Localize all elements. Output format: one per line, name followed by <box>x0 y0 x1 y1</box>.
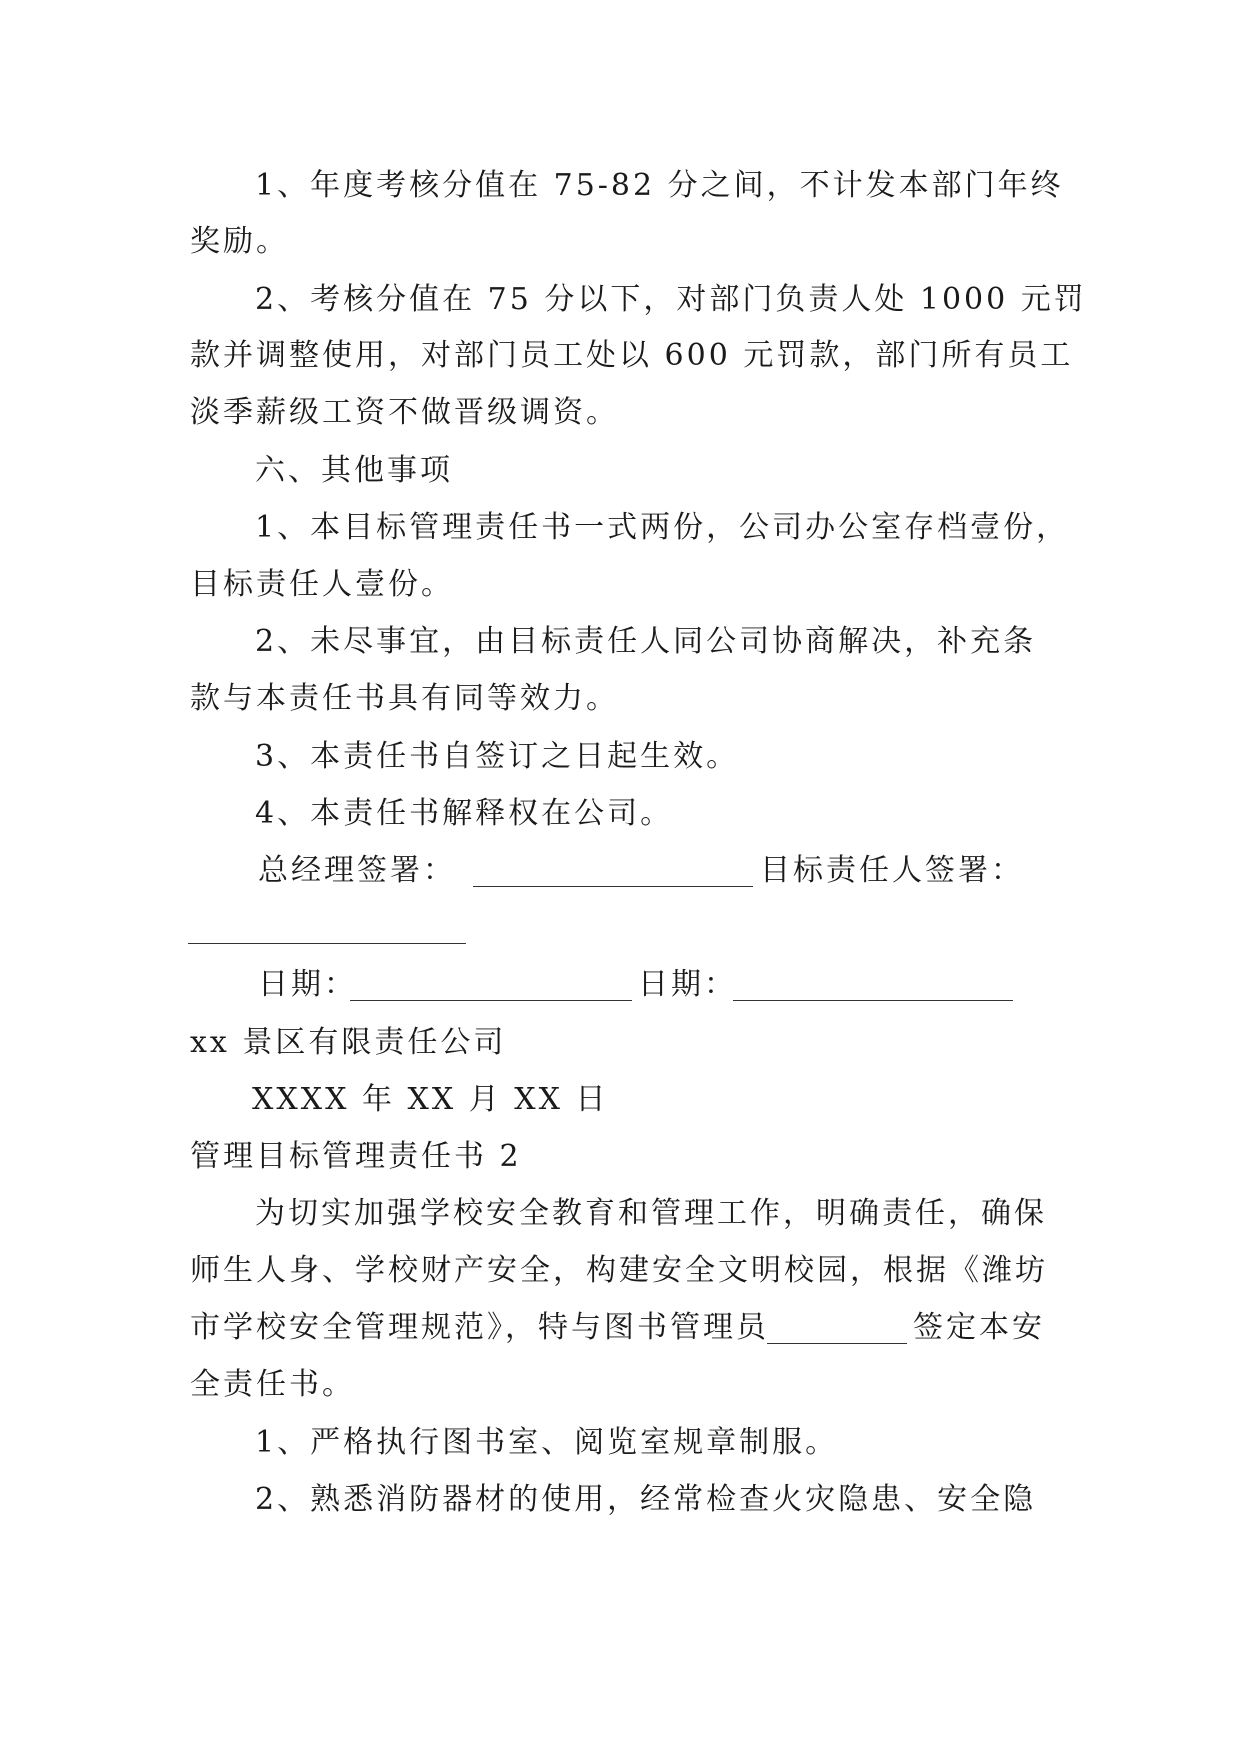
paragraph-line: 2、未尽事宜，由目标责任人同公司协商解决，补充条 <box>255 624 1037 659</box>
document-title: 管理目标管理责任书 2 <box>190 1139 522 1174</box>
gm-signature-line <box>473 886 753 887</box>
date-line <box>733 1000 1013 1001</box>
date-label: 日期： <box>638 967 737 1002</box>
paragraph-line: 为切实加强学校安全教育和管理工作，明确责任，确保 <box>255 1196 1047 1231</box>
section-heading: 六、其他事项 <box>255 453 453 488</box>
target-signature-line <box>188 943 466 944</box>
date-line <box>350 1000 632 1001</box>
paragraph-line: 奖励。 <box>190 224 289 259</box>
paragraph-line: 款与本责任书具有同等效力。 <box>190 681 619 716</box>
paragraph-line: 淡季薪级工资不做晋级调资。 <box>190 395 619 430</box>
paragraph-line: 1、年度考核分值在 75-82 分之间，不计发本部门年终 <box>255 168 1064 203</box>
paragraph-line: 1、严格执行图书室、阅览室规章制服。 <box>255 1425 839 1460</box>
company-name: xx 景区有限责任公司 <box>190 1025 507 1060</box>
paragraph-line: 签定本安 <box>913 1310 1045 1345</box>
gm-signature-label: 总经理签署： <box>258 853 456 888</box>
paragraph-line: 市学校安全管理规范》，特与图书管理员 <box>190 1310 769 1345</box>
paragraph-line: 3、本责任书自签订之日起生效。 <box>255 739 740 774</box>
librarian-name-line <box>767 1343 907 1344</box>
paragraph-line: 款并调整使用，对部门员工处以 600 元罚款，部门所有员工 <box>190 338 1074 373</box>
paragraph-line: 师生人身、学校财产安全，构建安全文明校园，根据《潍坊 <box>190 1253 1048 1288</box>
issue-date: XXXX 年 XX 月 XX 日 <box>252 1082 609 1117</box>
target-signature-label: 目标责任人签署： <box>760 853 1024 888</box>
paragraph-line: 1、本目标管理责任书一式两份，公司办公室存档壹份， <box>255 510 1070 545</box>
date-label: 日期： <box>258 967 357 1002</box>
paragraph-line: 全责任书。 <box>190 1367 355 1402</box>
paragraph-line: 2、熟悉消防器材的使用，经常检查火灾隐患、安全隐 <box>255 1482 1037 1517</box>
paragraph-line: 目标责任人壹份。 <box>190 567 454 602</box>
paragraph-line: 2、考核分值在 75 分以下，对部门负责人处 1000 元罚 <box>255 282 1087 317</box>
paragraph-line: 4、本责任书解释权在公司。 <box>255 796 674 831</box>
